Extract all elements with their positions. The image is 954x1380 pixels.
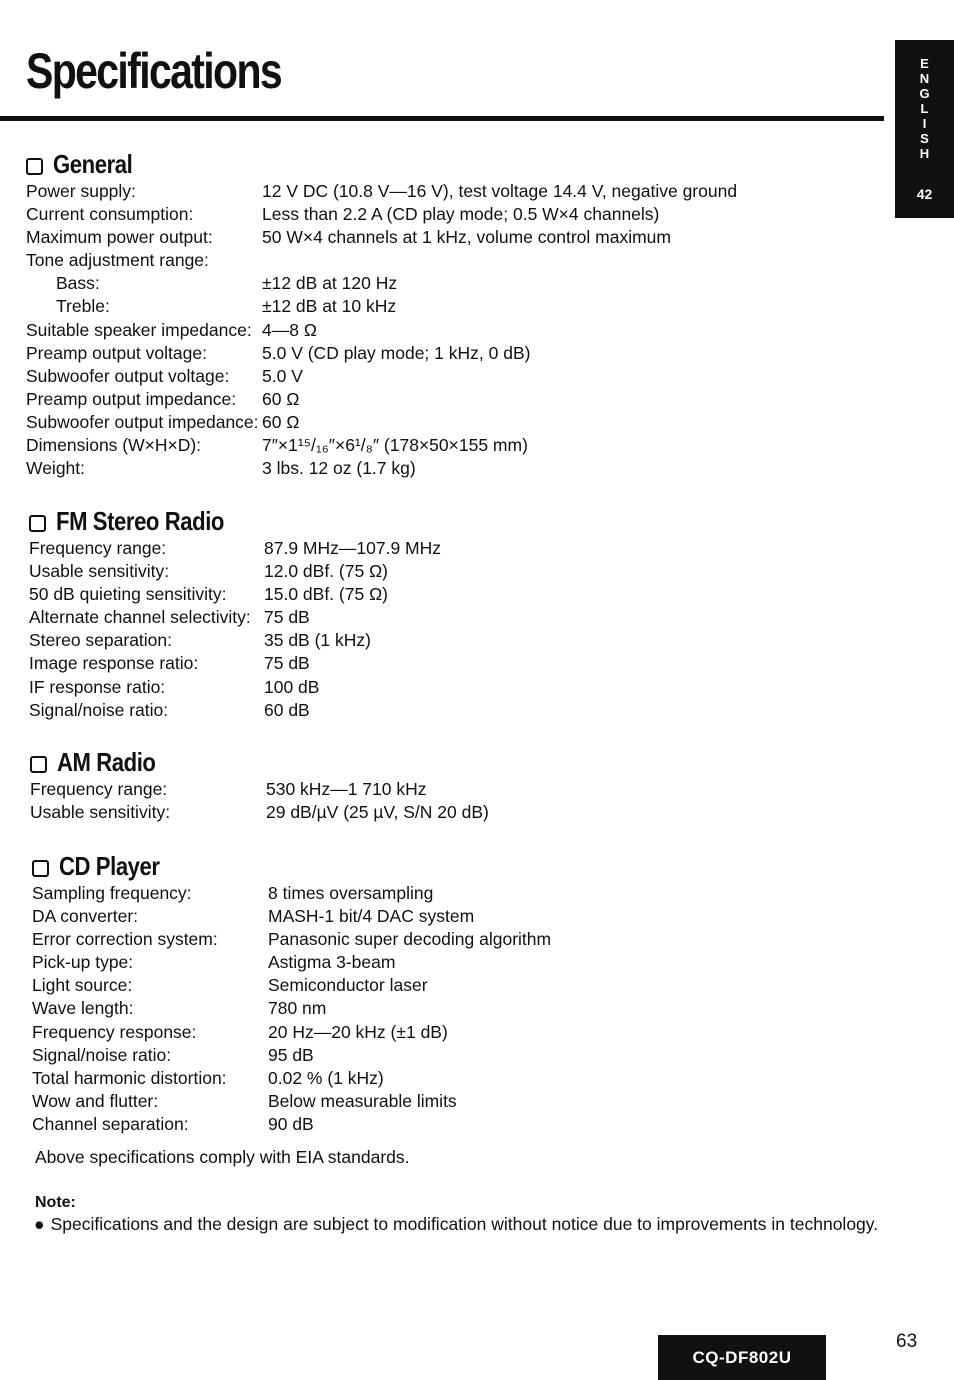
spec-row xyxy=(29,699,441,722)
spec-label: Treble: xyxy=(56,296,110,317)
spec-label: Bass: xyxy=(56,273,100,294)
spec-label: 50 dB quieting sensitivity: xyxy=(29,584,227,605)
spec-label: Subwoofer output voltage: xyxy=(26,365,230,386)
spec-row xyxy=(26,203,737,226)
spec-value: 87.9 MHz—107.9 MHz xyxy=(264,538,442,558)
spec-value: 8 times oversampling xyxy=(268,883,434,903)
spec-value: 0.02 % (1 kHz) xyxy=(268,1067,384,1088)
spec-row xyxy=(29,629,441,652)
spec-row xyxy=(26,180,737,203)
checkbox-bullet-icon xyxy=(32,860,49,877)
spec-label: Preamp output impedance: xyxy=(26,388,237,409)
spec-row xyxy=(26,295,737,318)
section-heading-text: General xyxy=(53,148,133,179)
spec-label: Stereo separation: xyxy=(29,630,173,651)
spec-label: Pick-up type: xyxy=(32,952,134,973)
note-text: Specifications and the design are subject to modification without notice due to improvements in technology. xyxy=(50,1214,879,1234)
spec-row xyxy=(32,1021,551,1044)
spec-row xyxy=(26,457,737,480)
spec-row xyxy=(32,974,551,997)
spec-value: 50 W×4 channels at 1 kHz, volume control maximum xyxy=(262,227,671,248)
spec-label: Usable sensitivity: xyxy=(30,802,171,823)
spec-row xyxy=(29,537,441,560)
spec-value: 100 dB xyxy=(264,676,320,697)
spec-value: 780 nm xyxy=(268,998,327,1019)
language-letter: S xyxy=(920,131,929,146)
model-badge: CQ-DF802U xyxy=(658,1335,826,1380)
spec-value: 60 dB xyxy=(264,699,310,720)
language-letter: E xyxy=(920,56,929,71)
spec-row xyxy=(29,583,441,606)
spec-label: Wow and flutter: xyxy=(32,1090,159,1111)
spec-label: Weight: xyxy=(26,458,86,479)
spec-row xyxy=(32,905,551,928)
spec-row xyxy=(26,411,737,434)
spec-label: Current consumption: xyxy=(26,204,194,225)
spec-value: 29 dB/µV (25 µV, S/N 20 dB) xyxy=(266,802,489,823)
spec-value: Below measurable limits xyxy=(268,1090,457,1111)
language-tab-letters xyxy=(895,56,954,161)
spec-value: Semiconductor laser xyxy=(268,975,428,996)
spec-row xyxy=(26,226,737,249)
language-letter: G xyxy=(919,86,930,101)
section-heading-text: CD Player xyxy=(59,850,160,881)
spec-label: Suitable speaker impedance: xyxy=(26,319,252,340)
spec-label: IF response ratio: xyxy=(29,676,166,697)
spec-row xyxy=(32,1044,551,1067)
checkbox-bullet-icon xyxy=(29,515,46,532)
section-heading xyxy=(26,148,737,180)
spec-label: Maximum power output: xyxy=(26,227,213,248)
spec-list xyxy=(29,537,441,722)
spec-label: Light source: xyxy=(32,975,133,996)
spec-row xyxy=(32,882,551,905)
spec-label: Power supply: xyxy=(26,181,136,201)
spec-list xyxy=(26,180,737,480)
spec-value: 75 dB xyxy=(264,653,310,674)
language-letter: I xyxy=(922,116,927,131)
spec-row xyxy=(30,801,489,824)
section-heading xyxy=(30,746,489,778)
spec-row xyxy=(26,342,737,365)
spec-row xyxy=(29,652,441,675)
spec-value: 35 dB (1 kHz) xyxy=(264,630,371,651)
spec-value: Panasonic super decoding algorithm xyxy=(268,929,552,950)
bullet-icon: ● xyxy=(34,1214,45,1234)
section-heading xyxy=(29,505,441,537)
spec-row xyxy=(30,778,489,801)
spec-value: 3 lbs. 12 oz (1.7 kg) xyxy=(262,458,416,479)
compliance-text: Above specifications comply with EIA standards. xyxy=(35,1147,410,1167)
spec-row xyxy=(26,319,737,342)
page-title: Specifications xyxy=(26,43,282,99)
checkbox-bullet-icon xyxy=(26,158,43,175)
spec-value: 4—8 Ω xyxy=(262,319,317,340)
spec-value: MASH-1 bit/4 DAC system xyxy=(268,906,475,927)
spec-value: ±12 dB at 120 Hz xyxy=(262,273,398,294)
spec-label: Preamp output voltage: xyxy=(26,342,207,363)
spec-value: 12.0 dBf. (75 Ω) xyxy=(264,561,388,582)
spec-label: Subwoofer output impedance: xyxy=(26,411,259,432)
language-tab-number: 42 xyxy=(916,186,933,202)
spec-value: Astigma 3-beam xyxy=(268,952,396,973)
section-heading-text: AM Radio xyxy=(57,746,156,777)
spec-label: Signal/noise ratio: xyxy=(32,1044,172,1065)
spec-value: ±12 dB at 10 kHz xyxy=(262,296,397,317)
spec-value: 530 kHz—1 710 kHz xyxy=(266,779,427,799)
spec-label: Tone adjustment range: xyxy=(26,250,209,271)
language-letter: N xyxy=(919,71,930,86)
language-letter: H xyxy=(919,146,930,161)
spec-row xyxy=(32,1113,551,1136)
spec-label: Wave length: xyxy=(32,998,134,1019)
spec-label: Error correction system: xyxy=(32,929,218,950)
spec-label: Image response ratio: xyxy=(29,653,199,674)
section-am-radio xyxy=(30,746,489,824)
spec-label: Frequency response: xyxy=(32,1021,197,1042)
spec-value: 7″×1¹⁵/₁₆″×6¹/₈″ (178×50×155 mm) xyxy=(262,435,528,456)
spec-label: Dimensions (W×H×D): xyxy=(26,435,202,456)
spec-label: Channel separation: xyxy=(32,1113,189,1134)
spec-label: Usable sensitivity: xyxy=(29,561,170,582)
language-letter: L xyxy=(920,101,929,116)
spec-label: Frequency range: xyxy=(30,779,168,799)
spec-value: 5.0 V xyxy=(262,365,303,386)
spec-label: Sampling frequency: xyxy=(32,883,192,903)
note-heading: Note: xyxy=(35,1194,76,1211)
spec-row xyxy=(32,1090,551,1113)
spec-row xyxy=(32,928,551,951)
title-rule xyxy=(0,116,884,121)
spec-label: Alternate channel selectivity: xyxy=(29,607,251,628)
spec-value: 90 dB xyxy=(268,1113,314,1134)
spec-label: Total harmonic distortion: xyxy=(32,1067,227,1088)
spec-label: DA converter: xyxy=(32,906,139,927)
spec-value: 75 dB xyxy=(264,607,310,628)
spec-list xyxy=(32,882,551,1136)
spec-row xyxy=(26,365,737,388)
spec-row xyxy=(26,434,737,457)
spec-label: Signal/noise ratio: xyxy=(29,699,169,720)
spec-value: 15.0 dBf. (75 Ω) xyxy=(264,584,388,605)
spec-value: 5.0 V (CD play mode; 1 kHz, 0 dB) xyxy=(262,342,531,363)
spec-list xyxy=(30,778,489,824)
spec-value: 60 Ω xyxy=(262,388,300,409)
note-item xyxy=(34,1214,878,1235)
section-heading-text: FM Stereo Radio xyxy=(56,505,224,536)
spec-row xyxy=(26,272,737,295)
section-cd-player xyxy=(32,850,551,1136)
spec-row xyxy=(29,606,441,629)
section-heading xyxy=(32,850,551,882)
spec-row xyxy=(26,388,737,411)
spec-row xyxy=(26,249,737,272)
spec-value: Less than 2.2 A (CD play mode; 0.5 W×4 channels) xyxy=(262,204,660,225)
section-general xyxy=(26,148,737,480)
spec-value: 12 V DC (10.8 V—16 V), test voltage 14.4 V, negative ground xyxy=(262,181,738,201)
spec-value: 20 Hz—20 kHz (±1 dB) xyxy=(268,1021,448,1042)
spec-row xyxy=(32,951,551,974)
checkbox-bullet-icon xyxy=(30,756,47,773)
section-fm-stereo-radio xyxy=(29,505,441,722)
spec-row xyxy=(29,676,441,699)
spec-row xyxy=(32,997,551,1020)
language-tab xyxy=(895,40,954,218)
spec-row xyxy=(29,560,441,583)
spec-label: Frequency range: xyxy=(29,538,167,558)
spec-value: 95 dB xyxy=(268,1044,314,1065)
page-number: 63 xyxy=(896,1331,918,1352)
spec-row xyxy=(32,1067,551,1090)
spec-value: 60 Ω xyxy=(262,411,300,432)
